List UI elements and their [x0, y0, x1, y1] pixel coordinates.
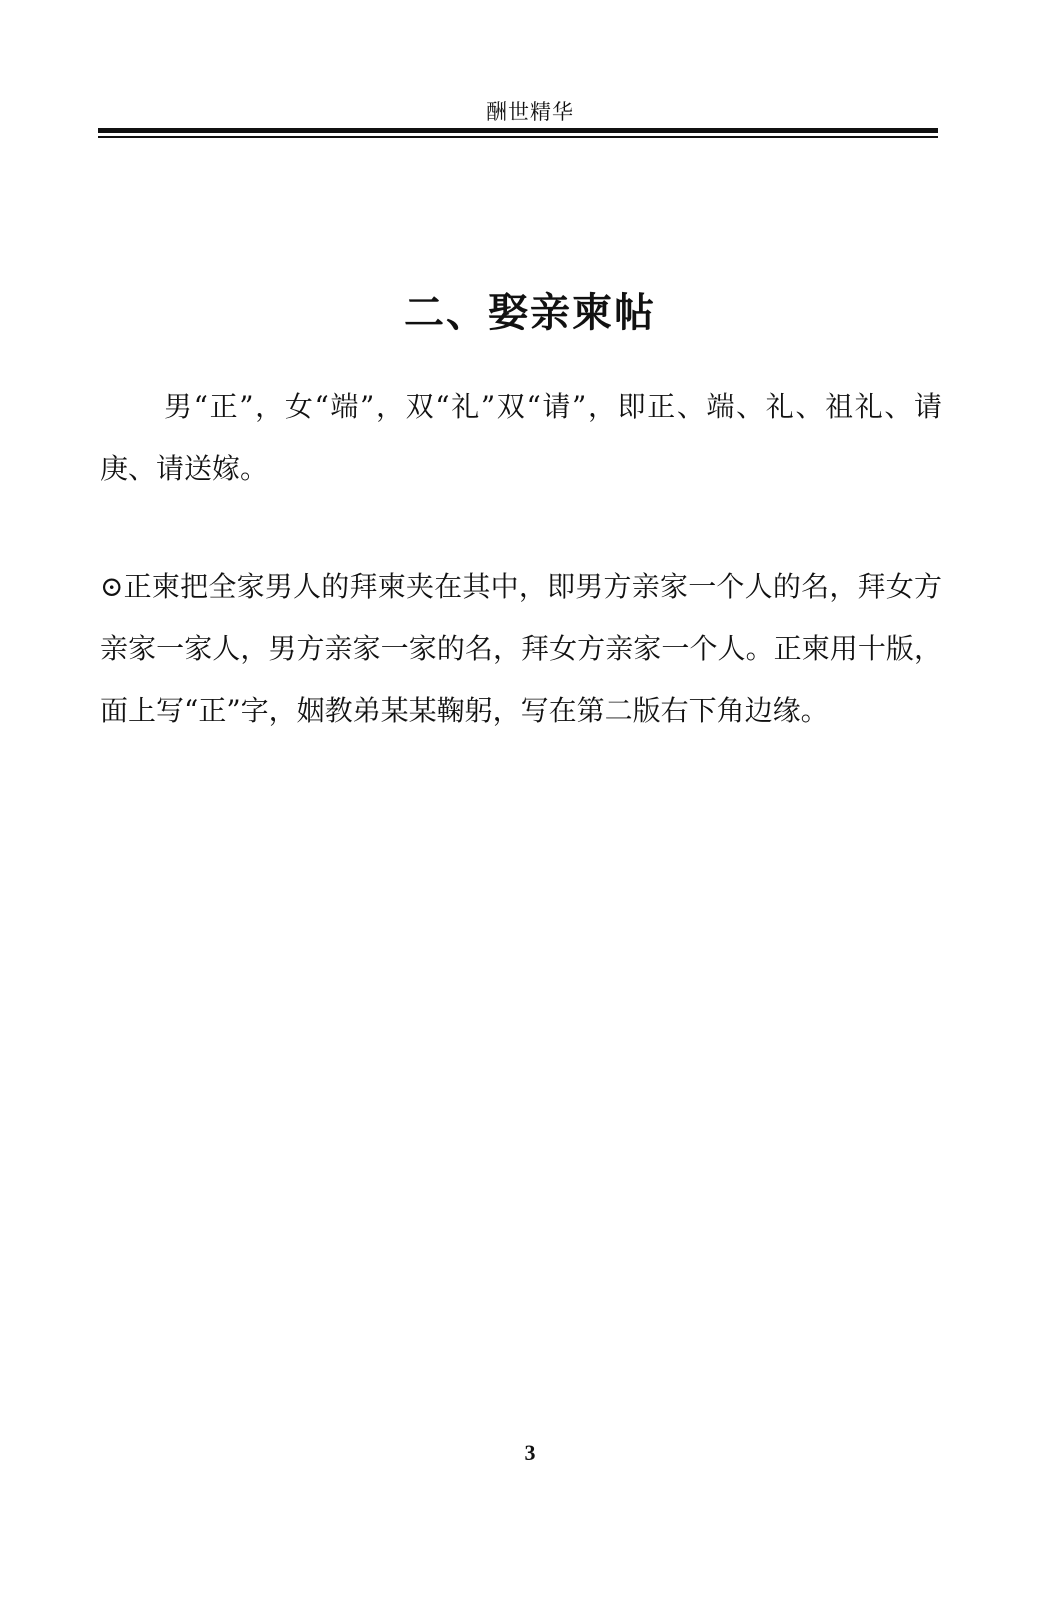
header-rule-thin: [98, 136, 938, 138]
running-header: 酬世精华: [486, 100, 574, 124]
paragraph: ⊙正柬把全家男人的拜柬夹在其中，即男方亲家一个人的名，拜女方亲家一家人，男方亲家一家的名，拜女方亲家一个人。正柬用十版，面上写“正”字，姻教弟某某鞠躬，写在第二版右下角边缘。: [100, 570, 942, 727]
header-rule-thick: [98, 128, 938, 133]
paragraph: 男“正”，女“端”，双“礼”双“请”，即正、端、礼、祖礼、请庚、请送嫁。: [100, 390, 942, 485]
page-number: 3: [524, 1440, 536, 1465]
section-title: 二、娶亲柬帖: [404, 290, 656, 337]
